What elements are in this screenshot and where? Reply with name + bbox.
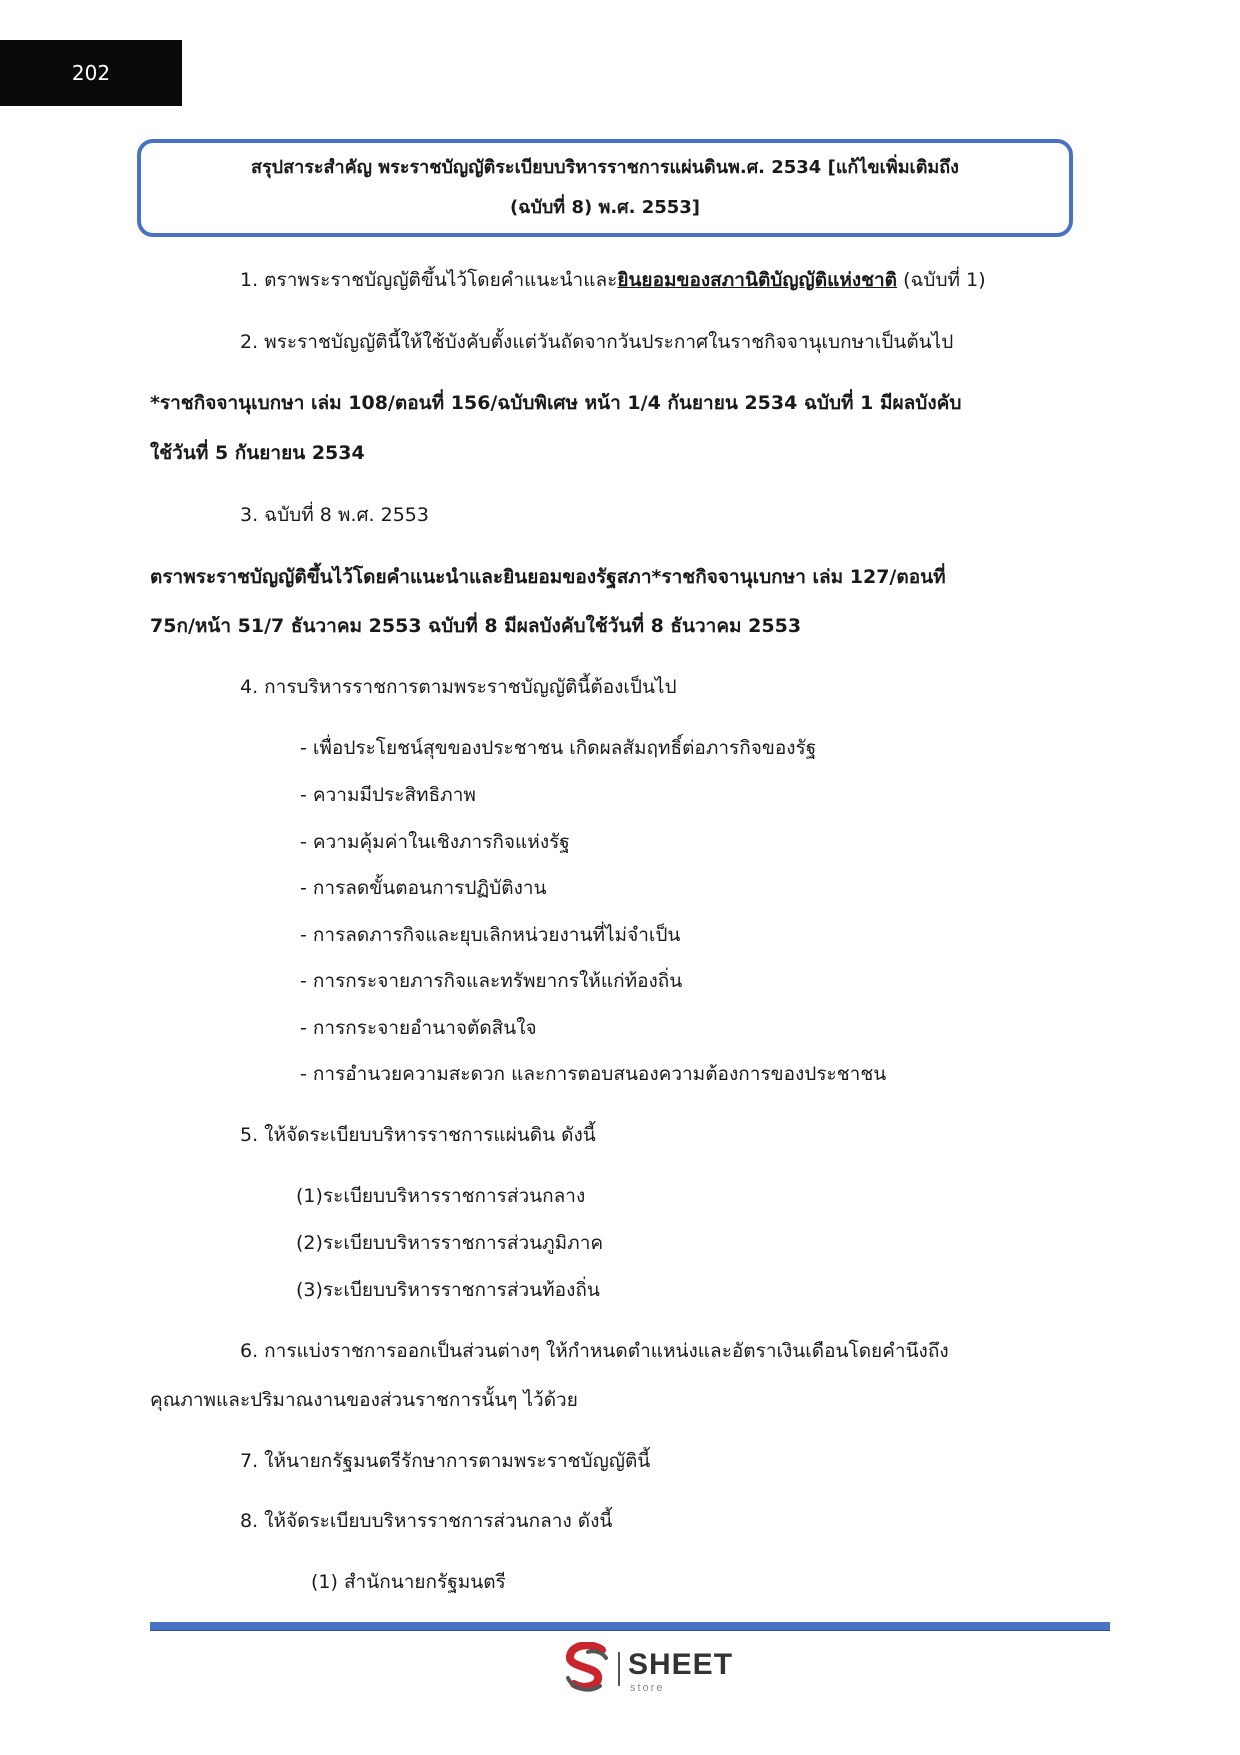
item-5-sub: (2)ระเบียบบริหารราชการส่วนภูมิภาค bbox=[296, 1232, 604, 1254]
note-2-line-2: 75ก/หน้า 51/7 ธันวาคม 2553 ฉบับที่ 8 มีผลบังคับใช้วันที่ 8 ธันวาคม 2553 bbox=[150, 615, 802, 637]
sheet-store-s-logo-icon bbox=[562, 1642, 614, 1696]
item-4-bullet: - การอำนวยความสะดวก และการตอบสนองความต้องการของประชาชน bbox=[300, 1063, 887, 1085]
item-7: 7. ให้นายกรัฐมนตรีรักษาการตามพระราชบัญญัตินี้ bbox=[240, 1450, 651, 1472]
title-line-1: สรุปสาระสำคัญ พระราชบัญญัติระเบียบบริหารราชการแผ่นดินพ.ศ. 2534 [แก้ไขเพิ่มเติมถึง bbox=[251, 157, 959, 178]
sheet-store-logo bbox=[562, 1642, 742, 1696]
note-2-line-1: ตราพระราชบัญญัติขึ้นไว้โดยคำแนะนำและยินยอมของรัฐสภา*ราชกิจจานุเบกษา เล่ม 127/ตอนที่ bbox=[150, 566, 946, 588]
item-2: 2. พระราชบัญญัตินี้ให้ใช้บังคับตั้งแต่วันถัดจากวันประกาศในราชกิจจานุเบกษาเป็นต้นไป bbox=[240, 331, 954, 353]
item-1 bbox=[240, 265, 986, 295]
item-8-sub: (1) สำนักนายกรัฐมนตรี bbox=[311, 1571, 506, 1593]
item-1-suffix: (ฉบับที่ 1) bbox=[897, 269, 986, 291]
footer-divider bbox=[150, 1622, 1110, 1631]
note-1-line-2: ใช้วันที่ 5 กันยายน 2534 bbox=[150, 442, 365, 464]
note-1-line-1: *ราชกิจจานุเบกษา เล่ม 108/ตอนที่ 156/ฉบับพิเศษ หน้า 1/4 กันยายน 2534 ฉบับที่ 1 มีผลบังคับ bbox=[150, 392, 962, 414]
title-box bbox=[137, 139, 1073, 237]
item-4-bullet: - ความมีประสิทธิภาพ bbox=[300, 784, 476, 806]
item-4-heading: 4. การบริหารราชการตามพระราชบัญญัตินี้ต้องเป็นไป bbox=[240, 676, 677, 698]
item-1-prefix: 1. ตราพระราชบัญญัติขึ้นไว้โดยคำแนะนำและ bbox=[240, 269, 618, 291]
item-4-bullet: - การลดภารกิจและยุบเลิกหน่วยงานที่ไม่จำเป็น bbox=[300, 924, 681, 946]
item-5-heading: 5. ให้จัดระเบียบบริหารราชการแผ่นดิน ดังนี้ bbox=[240, 1124, 596, 1146]
item-5-sub: (1)ระเบียบบริหารราชการส่วนกลาง bbox=[296, 1185, 586, 1207]
logo-sub-text: store bbox=[630, 1682, 665, 1694]
item-8-heading: 8. ให้จัดระเบียบบริหารราชการส่วนกลาง ดังนี้ bbox=[240, 1510, 613, 1532]
logo-separator bbox=[618, 1652, 620, 1686]
item-1-underlined: ยินยอมของสภานิติบัญญัติแห่งชาติ bbox=[617, 269, 898, 291]
item-3: 3. ฉบับที่ 8 พ.ศ. 2553 bbox=[240, 504, 429, 526]
item-4-bullet: - เพื่อประโยชน์สุขของประชาชน เกิดผลสัมฤทธิ์ต่อภารกิจของรัฐ bbox=[300, 737, 817, 759]
page-number: 202 bbox=[0, 40, 182, 106]
item-5-sub: (3)ระเบียบบริหารราชการส่วนท้องถิ่น bbox=[296, 1279, 600, 1301]
item-4-bullet: - การกระจายอำนาจตัดสินใจ bbox=[300, 1017, 537, 1039]
item-4-bullet: - การลดขั้นตอนการปฏิบัติงาน bbox=[300, 877, 547, 899]
logo-brand-text: SHEET bbox=[628, 1648, 734, 1681]
item-6-line-2: คุณภาพและปริมาณงานของส่วนราชการนั้นๆ ไว้ด้วย bbox=[150, 1389, 578, 1411]
item-6-line-1: 6. การแบ่งราชการออกเป็นส่วนต่างๆ ให้กำหนดตำแหน่งและอัตราเงินเดือนโดยคำนึงถึง bbox=[240, 1340, 949, 1362]
item-4-bullet: - ความคุ้มค่าในเชิงภารกิจแห่งรัฐ bbox=[300, 831, 570, 853]
item-4-bullet: - การกระจายภารกิจและทรัพยากรให้แก่ท้องถิ่น bbox=[300, 970, 683, 992]
title-line-2: (ฉบับที่ 8) พ.ศ. 2553] bbox=[509, 197, 701, 218]
